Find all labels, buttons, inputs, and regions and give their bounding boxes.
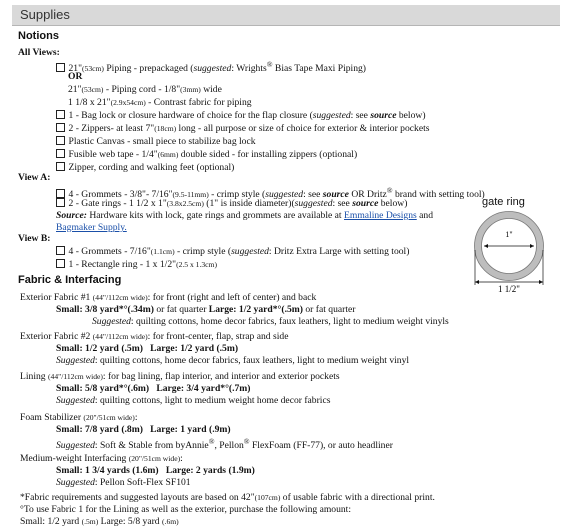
lining-desc: Lining (44"/112cm wide): for bag lining, flap interior, and interior and exterior pockets: [20, 371, 340, 382]
fabric-1-amounts: Small: 3/8 yard*°(.34m) or fat quarter Large: 1/2 yard*°(.5m) or fat quarter: [56, 304, 356, 315]
emmaline-link[interactable]: Emmaline Designs: [344, 210, 417, 221]
notion-piping-prepackaged: 21"(53cm) Piping - prepackaged (suggested: Wrights® Bias Tape Maxi Piping): [56, 59, 366, 74]
source-line: Source: Hardware kits with lock, gate rings and grommets are available at Emmaline Designs and: [56, 210, 434, 221]
checkbox[interactable]: [56, 259, 65, 268]
foam-suggested: Suggested: Soft & Stable from byAnnie®, Pellon® FlexFoam (FF-77), or auto headliner: [56, 437, 393, 452]
bagmaker-line: [56, 222, 127, 233]
notion-zippers: 2 - Zippers- at least 7"(18cm) long - all purpose or size of choice for exterior & interior pockets: [56, 123, 430, 134]
interfacing-suggested: Suggested: Pellon Soft-Flex SF101: [56, 477, 191, 488]
ring-outer-label: 1 1/2": [498, 284, 520, 294]
lining-suggested: Suggested: quilting cottons, light to medium weight home decor fabrics: [56, 395, 331, 406]
interfacing-amounts: Small: 1 3/4 yards (1.6m) Large: 2 yards (1.9m): [56, 465, 255, 476]
notion-piping-cord: 21"(53cm) - Piping cord - 1/8"(3mm) wide: [68, 84, 222, 95]
notion-fusible-web: Fusible web tape - 1/4"(6mm) double sided - for installing zippers (optional): [56, 149, 357, 160]
section-title: Supplies: [20, 7, 70, 22]
notion-grommets-a: 4 - Grommets - 3/8"- 7/16"(9.5-11mm) - crimp style (suggested: see source OR Dritz® brand with setting tool): [56, 185, 485, 200]
bagmaker-link[interactable]: Bagmaker Supply.: [56, 222, 127, 233]
notion-plastic-canvas: Plastic Canvas - small piece to stabilize bag lock: [56, 136, 256, 147]
view-a-label: View A:: [18, 172, 51, 183]
notion-rectangle-ring: 1 - Rectangle ring - 1 x 1/2"(2.5 x 1.3cm): [56, 259, 217, 270]
section-header: [12, 5, 560, 26]
gate-ring-icon: [466, 210, 552, 296]
notion-contrast-fabric: 1 1/8 x 21"(2.9x54cm) - Contrast fabric for piping: [68, 97, 252, 108]
lining-amounts: Small: 5/8 yard*°(.6m) Large: 3/4 yard*°(.7m): [56, 383, 251, 394]
checkbox[interactable]: [56, 123, 65, 132]
all-views-label: All Views:: [18, 47, 60, 58]
foam-amounts: Small: 7/8 yard (.8m) Large: 1 yard (.9m): [56, 424, 231, 435]
fabric-heading: Fabric & Interfacing: [18, 274, 122, 286]
notion-bag-lock: 1 - Bag lock or closure hardware of choice for the flap closure (suggested: see source below): [56, 110, 426, 121]
foam-desc: Foam Stabilizer (20"/51cm wide):: [20, 412, 138, 423]
checkbox[interactable]: [56, 149, 65, 158]
fabric-1-desc: Exterior Fabric #1 (44"/112cm wide): for front (right and left of center) and back: [20, 292, 317, 303]
interfacing-desc: Medium-weight Interfacing (20"/51cm wide):: [20, 453, 183, 464]
checkbox[interactable]: [56, 110, 65, 119]
ring-inner-label: 1": [505, 230, 513, 239]
footnote-2: °To use Fabric 1 for the Lining as well as the exterior, purchase the following amount:: [20, 504, 352, 515]
checkbox[interactable]: [56, 162, 65, 171]
notions-heading: Notions: [18, 30, 59, 42]
gate-ring-label: gate ring: [482, 196, 525, 208]
footnote-3: Small: 1/2 yard (.5m) Large: 5/8 yard (.6m): [20, 516, 179, 527]
fabric-2-suggested: Suggested: quilting cottons, home decor fabrics, faux leathers, light to medium weight vinyl: [56, 355, 410, 366]
notion-grommets-b: 4 - Grommets - 7/16"(1.1cm) - crimp style (suggested: Dritz Extra Large with setting tool): [56, 246, 409, 257]
notion-feet: Zipper, cording and walking feet (optional): [56, 162, 234, 173]
fabric-2-desc: Exterior Fabric #2 (44"/112cm wide): for front-center, flap, strap and side: [20, 331, 289, 342]
or-label: OR: [68, 71, 83, 82]
fabric-1-suggested: Suggested: quilting cottons, home decor fabrics, faux leathers, light to medium weight vinyls: [92, 316, 449, 327]
checkbox[interactable]: [56, 246, 65, 255]
fabric-2-amounts: Small: 1/2 yard (.5m) Large: 1/2 yard (.5m): [56, 343, 239, 354]
checkbox[interactable]: [56, 198, 65, 207]
notion-gate-rings: 2 - Gate rings - 1 1/2 x 1"(3.8x2.5cm) (1" is inside diameter)(suggested: see source below): [56, 198, 407, 209]
checkbox[interactable]: [56, 189, 65, 198]
footnote-1: *Fabric requirements and suggested layouts are based on 42"(107cm) of usable fabric with a directional print.: [20, 492, 435, 503]
view-b-label: View B:: [18, 233, 51, 244]
checkbox[interactable]: [56, 136, 65, 145]
checkbox[interactable]: [56, 63, 65, 72]
